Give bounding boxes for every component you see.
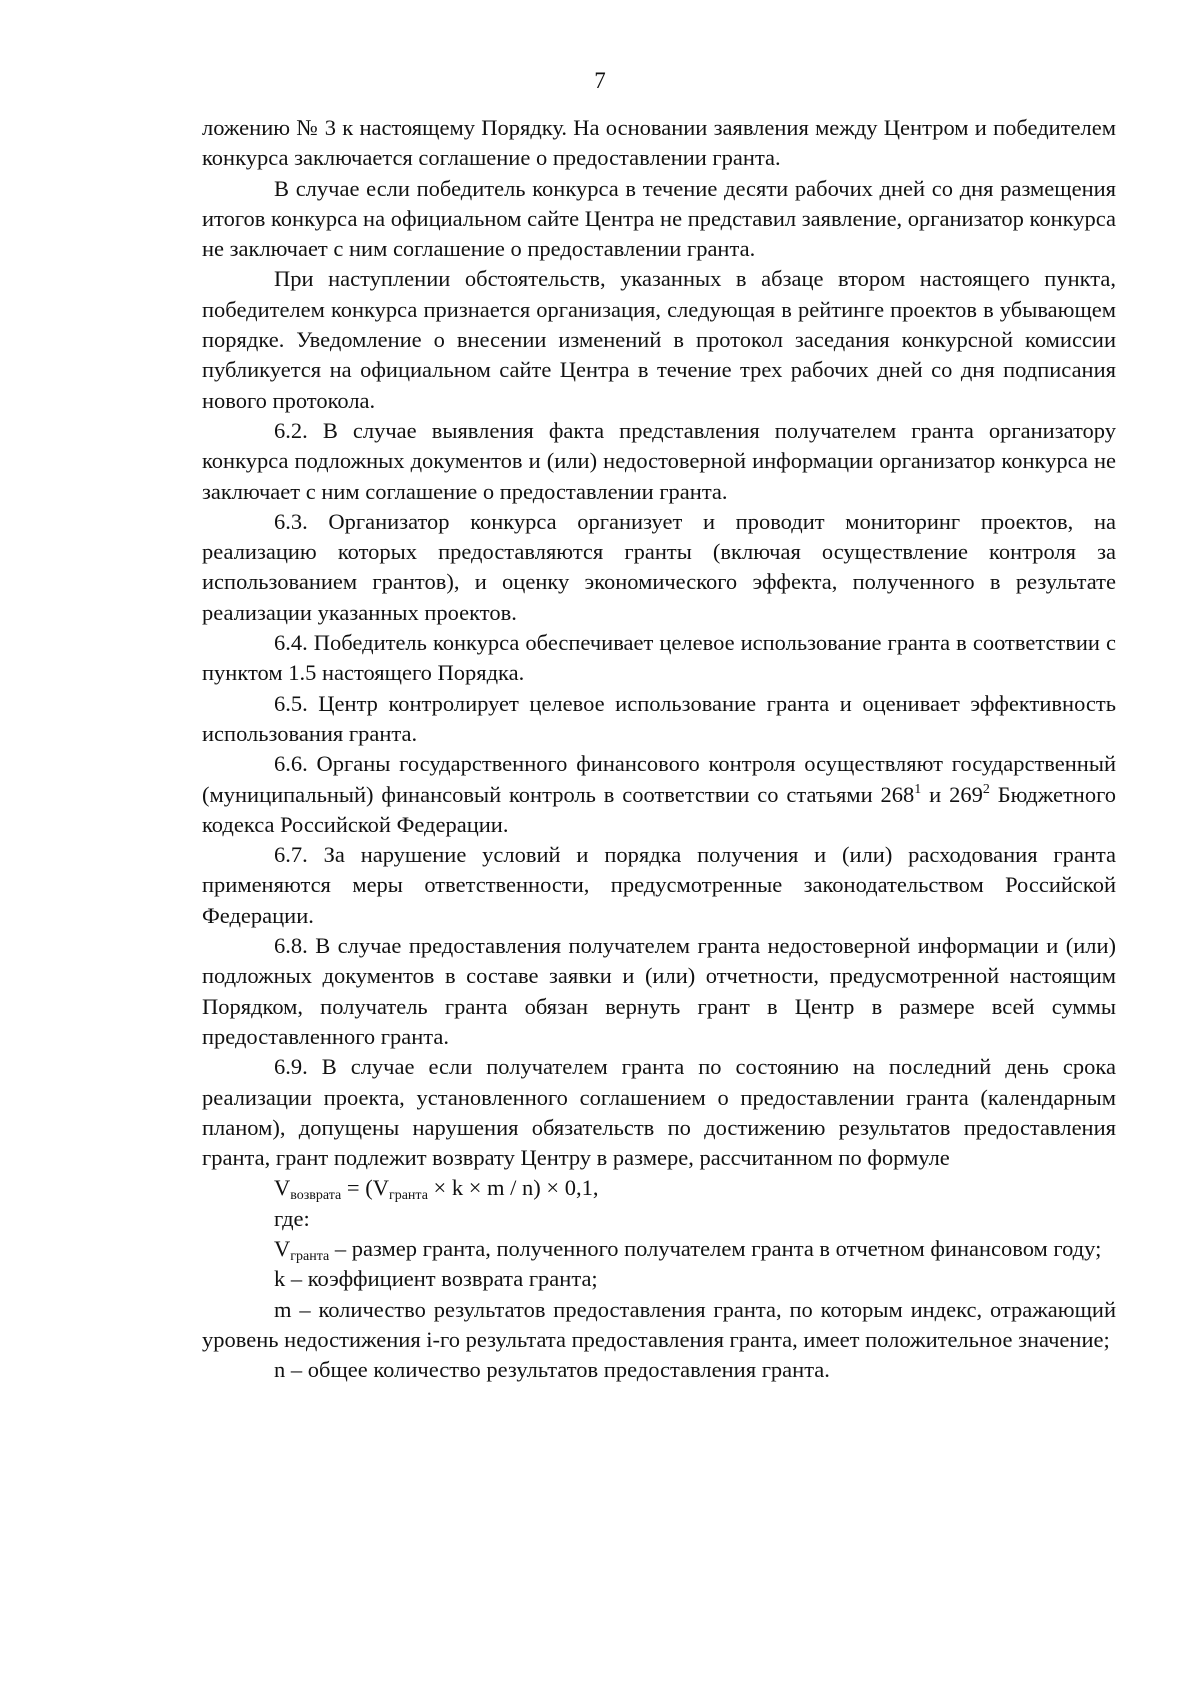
paragraph-6-2: 6.2. В случае выявления факта представления получателем гранта организатору конкурса подложных документов и (или) недостоверной информации организатор конкурса не заключает с ним соглашение о предоставлении гранта.	[202, 417, 1116, 504]
definition-v-grant	[202, 1234, 1116, 1264]
formula-sub-return: возврата	[290, 1188, 342, 1204]
document-body	[202, 113, 1116, 1385]
paragraph-winner-no-application: В случае если победитель конкурса в течение десяти рабочих дней со дня размещения итогов конкурса на официальном сайте Центра не представил заявление, организатор конкурса не заключает с ним соглашение о предоставлении гранта.	[202, 175, 1116, 262]
paragraph-6-5: 6.5. Центр контролирует целевое использование гранта и оценивает эффективность использования гранта.	[202, 690, 1116, 746]
formula-sub-grant: гранта	[388, 1188, 428, 1204]
definition-n: n – общее количество результатов предоставления гранта.	[274, 1357, 830, 1383]
definition-v-sub: гранта	[290, 1248, 330, 1264]
paragraph-6-4: 6.4. Победитель конкурса обеспечивает целевое использование гранта в соответствии с пунктом 1.5 настоящего Порядка.	[202, 630, 1116, 686]
paragraph-6-3: 6.3. Организатор конкурса организует и проводит мониторинг проектов, на реализацию которых предоставляются гранты (включая осуществление контроля за использованием грантов), и оценку экономического эффекта, полученного в результате реализации указанных проектов.	[202, 508, 1116, 625]
superscript-2: 2	[982, 781, 990, 797]
paragraph-6-6-text-b: и 269	[921, 781, 983, 807]
where-label: где:	[274, 1205, 310, 1231]
formula-v: V	[274, 1175, 291, 1201]
paragraph-6-6-text-c: Бюджетного кодекса Российской Федерации.	[202, 781, 1117, 837]
definition-m: m – количество результатов предоставления гранта, по которым индекс, отражающий уровень недостижения i-го результата предоставления гранта, имеет положительное значение;	[202, 1296, 1116, 1352]
superscript-1: 1	[914, 781, 922, 797]
paragraph-continuation: ложению № 3 к настоящему Порядку. На основании заявления между Центром и победителем конкурса заключается соглашение о предоставлении гранта.	[202, 115, 1116, 171]
definition-v: V	[274, 1235, 291, 1261]
paragraph-6-6	[202, 749, 1116, 840]
paragraph-6-9: 6.9. В случае если получателем гранта по состоянию на последний день срока реализации проекта, установленного соглашением о предоставлении гранта (календарным планом), допущены нарушения обязательств по достижению результатов предоставления гранта, грант подлежит возврату Центру в размере, рассчитанном по формуле	[202, 1054, 1116, 1171]
definition-v-text: – размер гранта, полученного получателем гранта в отчетном финансовом году;	[329, 1235, 1102, 1261]
formula-eq-open: = (V	[341, 1175, 389, 1201]
paragraph-next-in-rating: При наступлении обстоятельств, указанных в абзаце втором настоящего пункта, победителем конкурса признается организация, следующая в рейтинге проектов в убывающем порядке. Уведомление о внесении изменений в протокол заседания конкурсной комиссии публикуется на официальном сайте Центра в течение трех рабочих дней со дня подписания нового протокола.	[202, 266, 1116, 413]
page-number: 7	[594, 68, 606, 93]
definition-k: k – коэффициент возврата гранта;	[274, 1266, 598, 1292]
paragraph-6-7: 6.7. За нарушение условий и порядка получения и (или) расходования гранта применяются меры ответственности, предусмотренные законодательством Российской Федерации.	[202, 842, 1116, 928]
return-formula	[202, 1173, 1116, 1203]
paragraph-6-8: 6.8. В случае предоставления получателем гранта недостоверной информации и (или) подложных документов в составе заявки и (или) отчетности, предусмотренной настоящим Порядком, получатель гранта обязан вернуть грант в Центр в размере всей суммы предоставленного гранта.	[202, 933, 1116, 1049]
paragraph-6-6-text-a: 6.6. Органы государственного финансового контроля осуществляют государственный (муниципальный) финансовый контроль в соответствии со статьями 268	[202, 751, 1116, 807]
formula-rest: × k × m / n) × 0,1,	[427, 1175, 599, 1201]
